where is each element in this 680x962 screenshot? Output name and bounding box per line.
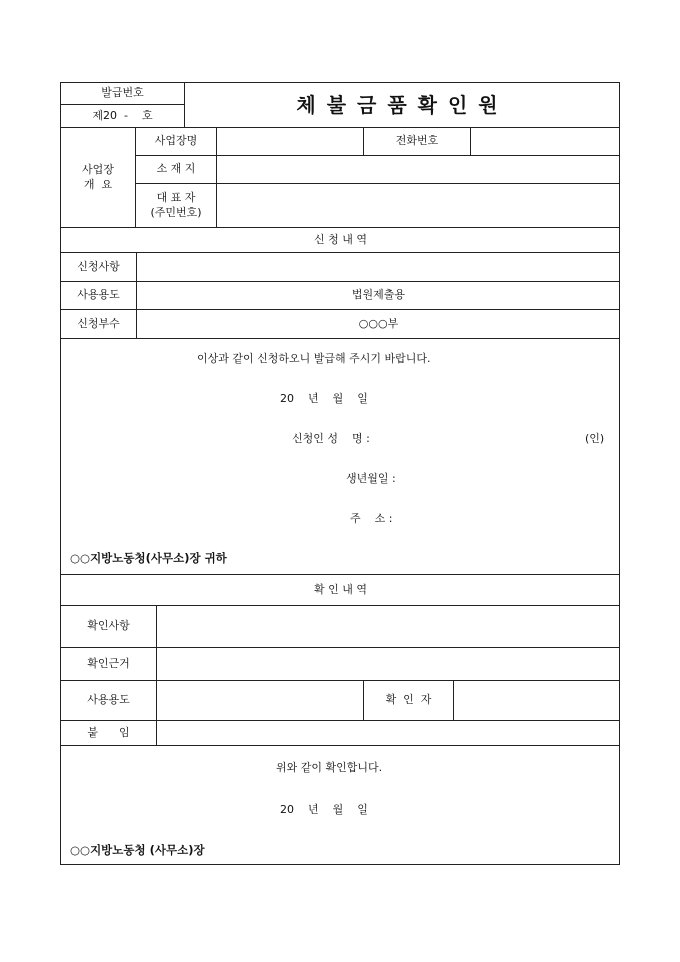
confirmation-date[interactable]: 20 년 월 일 (280, 803, 368, 816)
confirmation-form (60, 82, 620, 865)
confirmation-basis-label: 확인근거 (61, 647, 157, 680)
applicant-address-label: 주 소 : (350, 512, 393, 525)
application-copies-value[interactable]: ○○○부 (137, 309, 620, 338)
confirmer-label: 확 인 자 (364, 680, 454, 720)
representative-label-line1: 대 표 자 (156, 190, 196, 204)
representative-field[interactable] (217, 183, 620, 227)
phone-label: 전화번호 (364, 127, 471, 155)
confirmation-usage-label: 사용용도 (61, 680, 157, 720)
seal-mark: (인) (585, 432, 605, 445)
application-statement: 이상과 같이 신청하오니 발급해 주시기 바랍니다. (197, 352, 431, 365)
attachment-label: 붙 임 (61, 720, 157, 745)
confirmer-field[interactable] (454, 680, 620, 720)
business-overview-label-line2: 개 요 (83, 177, 113, 191)
application-addressee: ○○지방노동청(사무소)장 귀하 (70, 551, 227, 565)
confirmation-matter-label: 확인사항 (61, 605, 157, 647)
confirmation-statement: 위와 같이 확인합니다. (276, 761, 383, 774)
business-overview-label (61, 127, 136, 227)
issuing-office: ○○지방노동청 (사무소)장 (70, 843, 205, 857)
birthdate-label: 생년월일 : (346, 472, 396, 485)
business-address-field[interactable] (217, 155, 620, 183)
application-statement-block (61, 338, 620, 574)
address-label: 소 재 지 (136, 155, 217, 183)
phone-field[interactable] (471, 127, 620, 155)
application-section-title: 신 청 내 역 (61, 227, 620, 252)
document-title: 체불금품확인원 (296, 92, 509, 117)
issue-number-label: 발급번호 (61, 83, 185, 105)
representative-label (136, 183, 217, 227)
application-item-field[interactable] (137, 252, 620, 281)
confirmation-usage-field[interactable] (157, 680, 364, 720)
confirmation-basis-field[interactable] (157, 647, 620, 680)
application-date[interactable]: 20 년 월 일 (280, 392, 368, 405)
application-usage-label: 사용용도 (61, 281, 137, 309)
confirmation-section-title: 확 인 내 역 (61, 574, 620, 605)
application-item-label: 신청사항 (61, 252, 137, 281)
business-overview-label-line1: 사업장 (82, 162, 114, 176)
issue-number-value: 제20 - 호 (61, 105, 185, 127)
application-usage-value[interactable]: 법원제출용 (137, 281, 620, 309)
business-name-field[interactable] (217, 127, 364, 155)
applicant-name-label: 신청인 성 명 : (292, 432, 370, 445)
representative-label-line2: (주민번호) (150, 205, 202, 219)
business-name-label: 사업장명 (136, 127, 217, 155)
confirmation-statement-block (61, 745, 620, 865)
confirmation-matter-field[interactable] (157, 605, 620, 647)
application-copies-label: 신청부수 (61, 309, 137, 338)
attachment-field[interactable] (157, 720, 620, 745)
